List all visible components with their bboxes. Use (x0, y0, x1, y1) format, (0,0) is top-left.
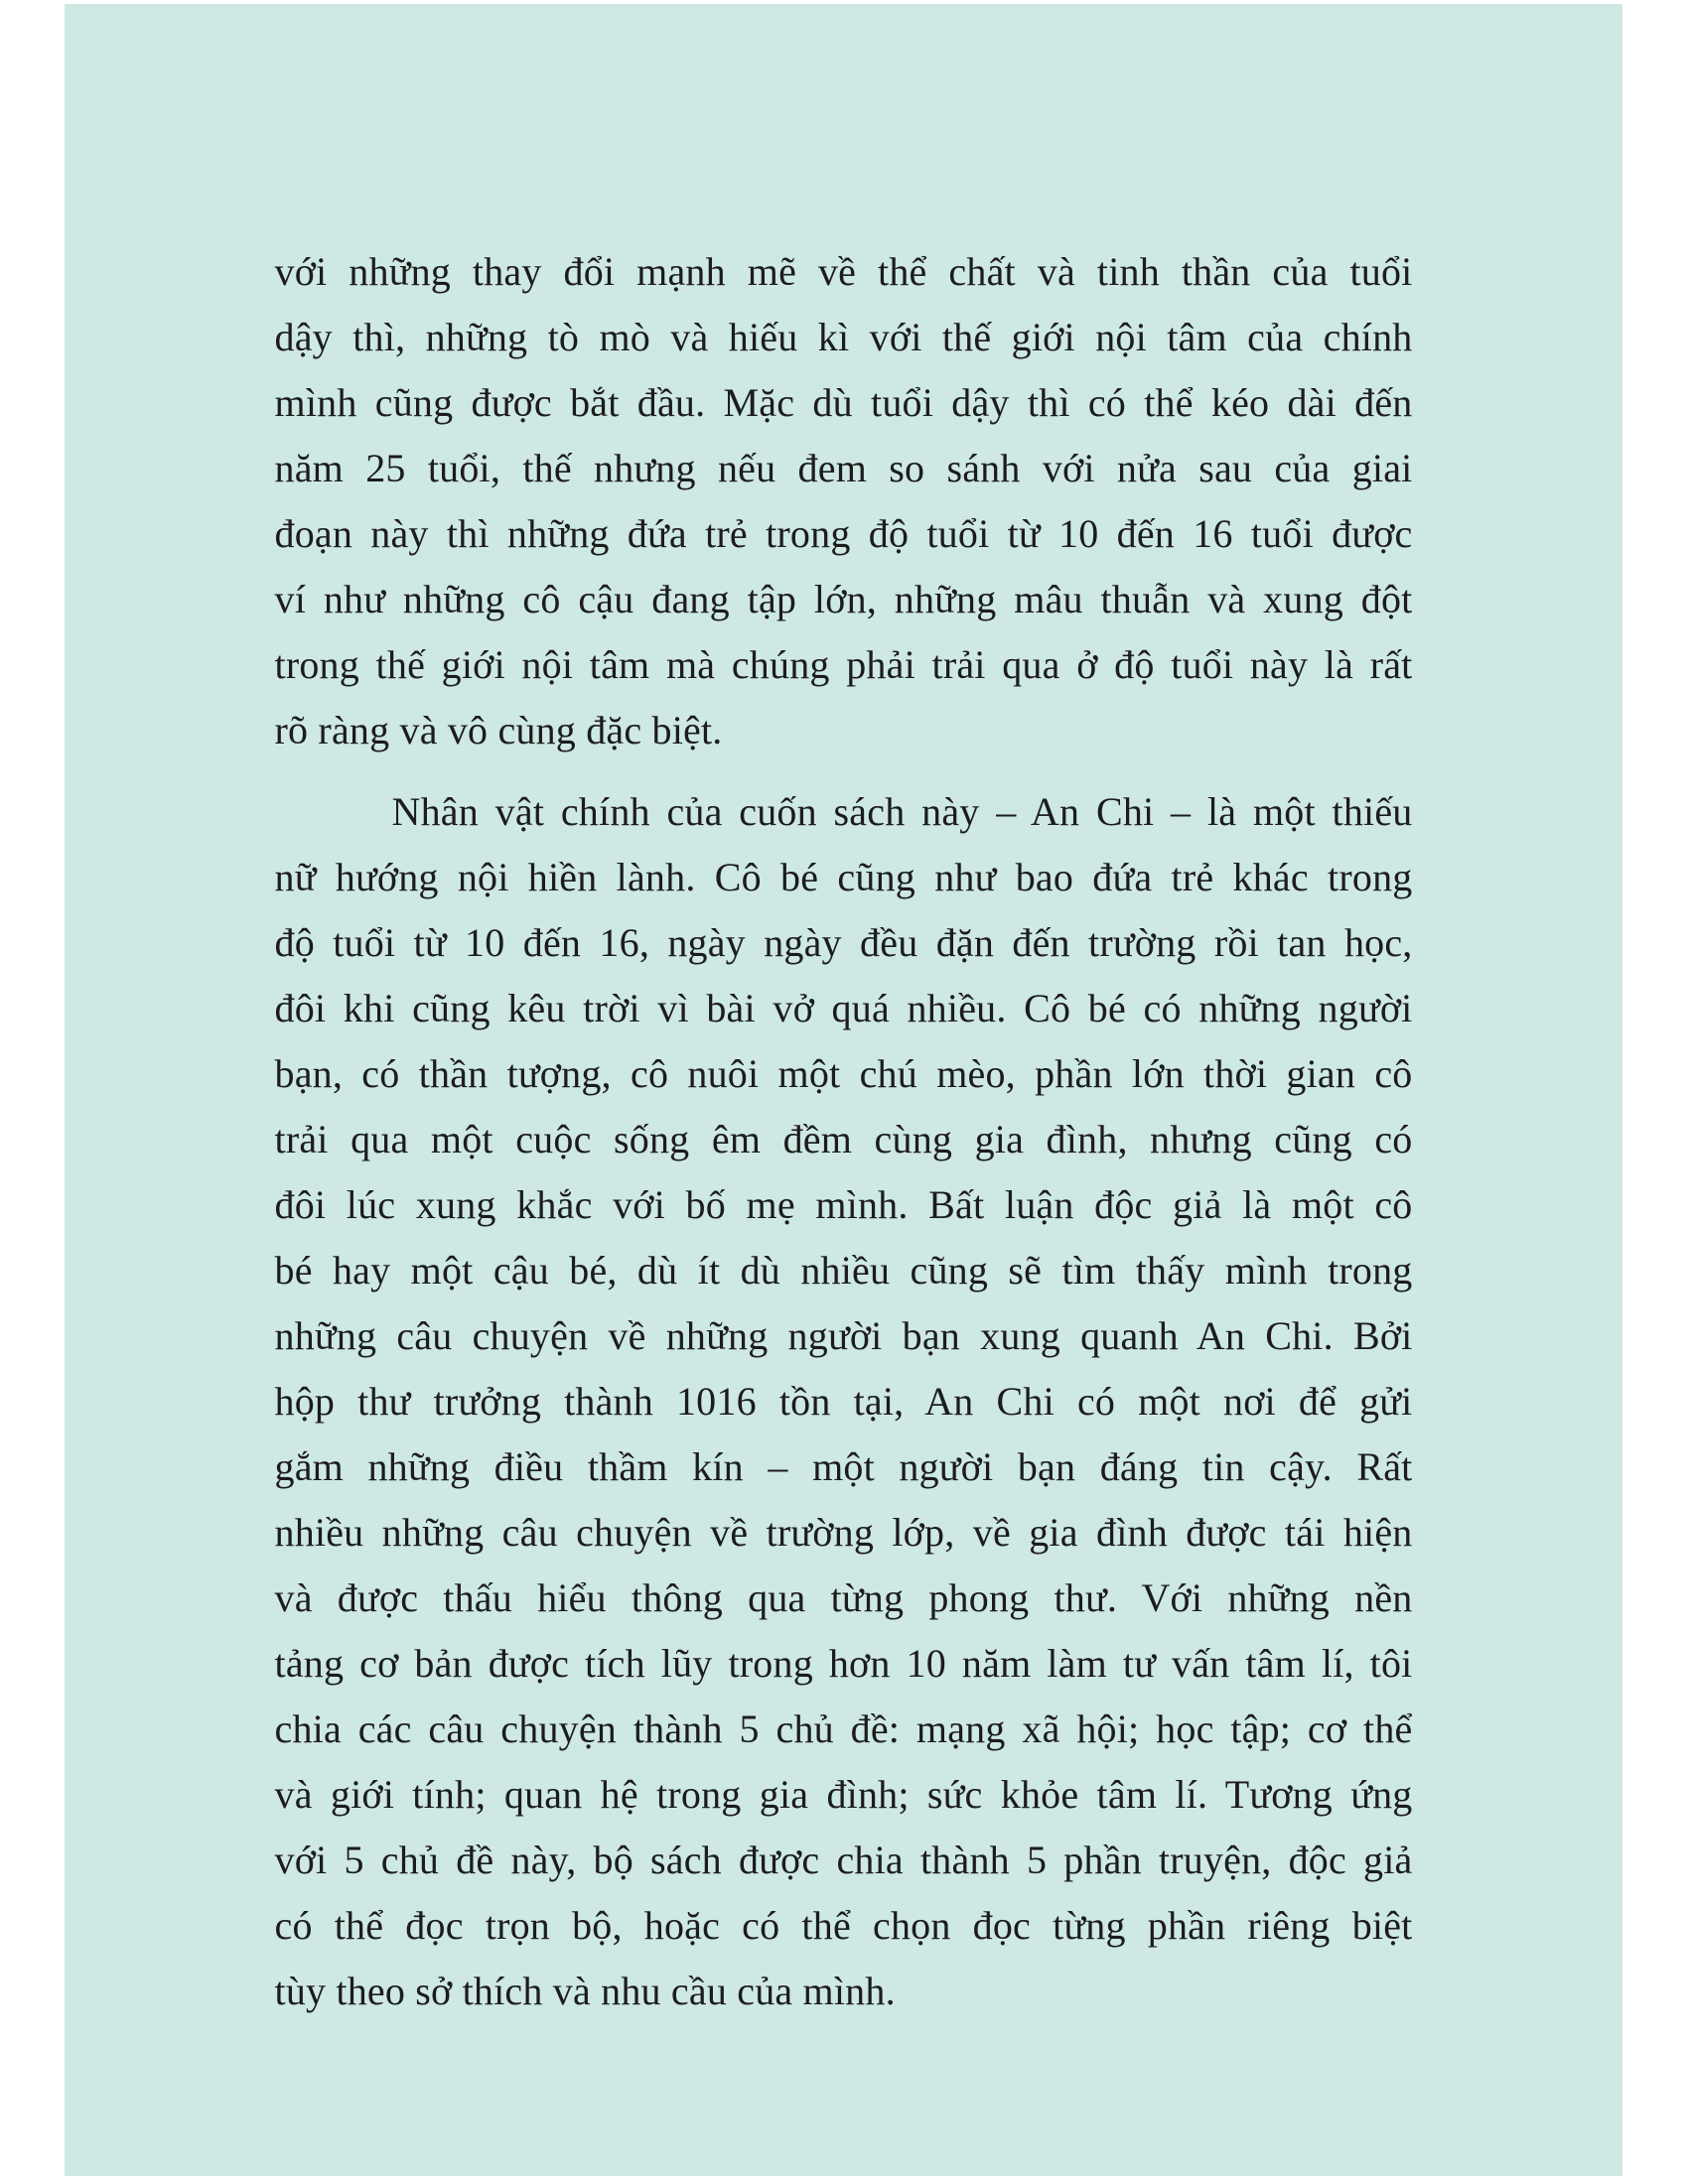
text-line: chia các câu chuyện thành 5 chủ đề: mạng xã hội; học tập; cơ thể (274, 1706, 1413, 1751)
text-line: đoạn này thì những đứa trẻ trong độ tuổi từ 10 đến 16 tuổi được (274, 511, 1413, 556)
text-line: tảng cơ bản được tích lũy trong hơn 10 năm làm tư vấn tâm lí, tôi (274, 1641, 1413, 1686)
text-line: tùy theo sở thích và nhu cầu của mình. (274, 1969, 896, 2013)
text-line: những câu chuyện về những người bạn xung quanh An Chi. Bởi (274, 1313, 1413, 1358)
text-line: và được thấu hiểu thông qua từng phong thư. Với những nền (274, 1575, 1413, 1620)
book-page (65, 4, 1622, 2176)
text-line: nữ hướng nội hiền lành. Cô bé cũng như bao đứa trẻ khác trong (274, 855, 1413, 899)
text-line: với 5 chủ đề này, bộ sách được chia thành 5 phần truyện, độc giả (274, 1838, 1413, 1882)
text-line: trong thế giới nội tâm mà chúng phải trải qua ở độ tuổi này là rất (274, 642, 1413, 687)
text-line: có thể đọc trọn bộ, hoặc có thể chọn đọc từng phần riêng biệt (274, 1903, 1413, 1948)
text-line: rõ ràng và vô cùng đặc biệt. (274, 708, 723, 752)
text-line: hộp thư trưởng thành 1016 tồn tại, An Chi có một nơi để gửi (274, 1379, 1413, 1424)
text-line: bạn, có thần tượng, cô nuôi một chú mèo, phần lớn thời gian cô (274, 1051, 1413, 1096)
text-line: mình cũng được bắt đầu. Mặc dù tuổi dậy thì có thể kéo dài đến (274, 380, 1413, 425)
text-line: năm 25 tuổi, thế nhưng nếu đem so sánh với nửa sau của giai (274, 446, 1413, 490)
text-line: bé hay một cậu bé, dù ít dù nhiều cũng sẽ tìm thấy mình trong (274, 1248, 1413, 1293)
text-line: và giới tính; quan hệ trong gia đình; sức khỏe tâm lí. Tương ứng (274, 1772, 1413, 1817)
paragraph (275, 239, 1413, 763)
text-line: với những thay đổi mạnh mẽ về thể chất và tinh thần của tuổi (274, 249, 1413, 294)
body-text (275, 4, 1413, 2024)
text-line: ví như những cô cậu đang tập lớn, những mâu thuẫn và xung đột (274, 577, 1413, 621)
text-line: Nhân vật chính của cuốn sách này – An Chi – là một thiếu (391, 789, 1413, 834)
text-line: đôi khi cũng kêu trời vì bài vở quá nhiều. Cô bé có những người (274, 986, 1413, 1030)
text-line: độ tuổi từ 10 đến 16, ngày ngày đều đặn đến trường rồi tan học, (274, 920, 1413, 965)
text-line: dậy thì, những tò mò và hiếu kì với thế giới nội tâm của chính (274, 315, 1413, 359)
text-line: nhiều những câu chuyện về trường lớp, về gia đình được tái hiện (274, 1510, 1413, 1555)
paragraph (275, 779, 1413, 2024)
text-line: gắm những điều thầm kín – một người bạn đáng tin cậy. Rất (274, 1444, 1413, 1489)
text-line: đôi lúc xung khắc với bố mẹ mình. Bất luận độc giả là một cô (274, 1182, 1413, 1227)
text-line: trải qua một cuộc sống êm đềm cùng gia đình, nhưng cũng có (274, 1117, 1413, 1161)
